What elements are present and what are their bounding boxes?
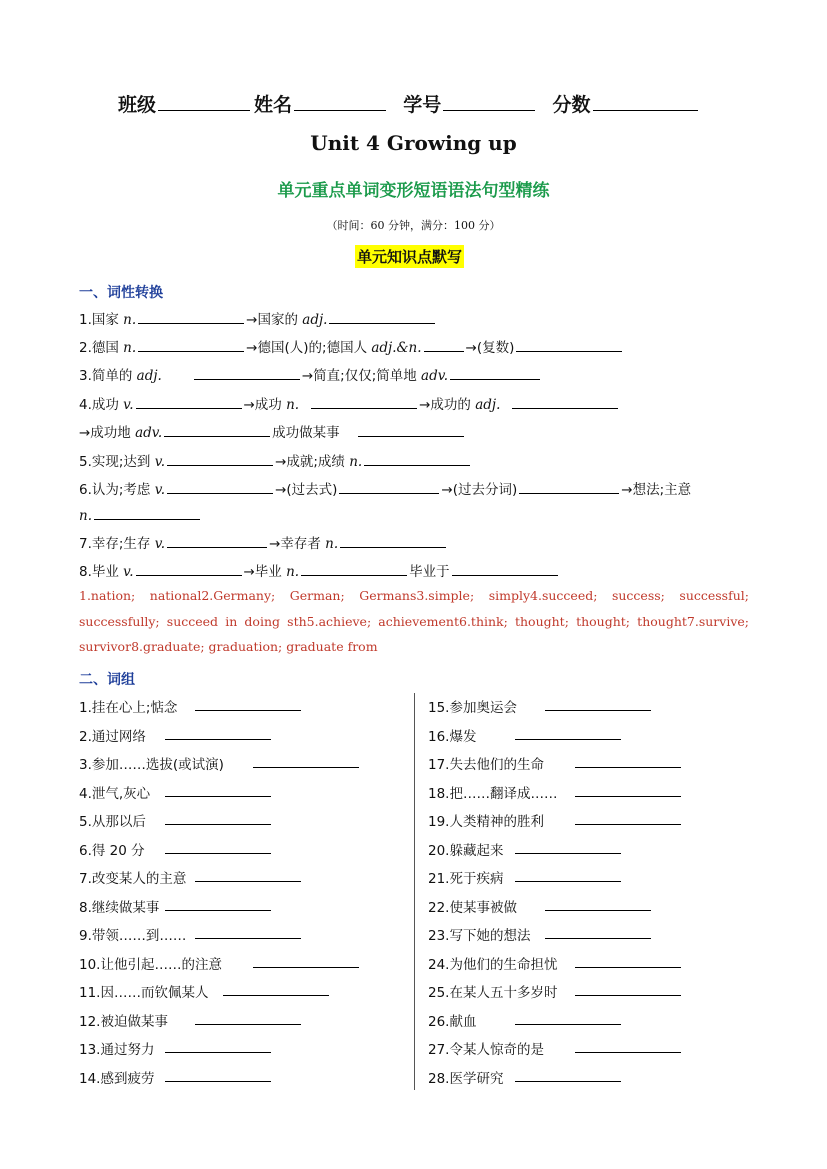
section2-heading: 二、词组 — [79, 672, 135, 688]
column-divider — [414, 693, 415, 1090]
answer-blank[interactable] — [575, 796, 681, 797]
answer-blank[interactable] — [575, 995, 681, 996]
phrase-item — [428, 953, 758, 973]
phrase-label: 19.人类精神的胜利 — [428, 814, 544, 830]
answer-blank[interactable] — [545, 710, 651, 711]
answer-blank[interactable] — [136, 562, 242, 576]
answer-blank[interactable] — [515, 853, 621, 854]
section1-answers: 1.nation; national2.Germany; German; Germans3.simple; simply4.succeed; success; successful; successfully; succeed in doing sth5.achieve; achievement6.think; thought; thought; thought7.survive; survivor8.graduate; graduation; graduate from — [79, 588, 749, 654]
answer-blank[interactable] — [340, 534, 446, 548]
answer-blank[interactable] — [575, 1052, 681, 1053]
phrase-item — [79, 896, 409, 916]
phrase-item — [428, 753, 758, 773]
phrase-label: 14.感到疲劳 — [79, 1070, 155, 1087]
phrase-label: 28.医学研究 — [428, 1070, 504, 1087]
phrase-label: 15.参加奥运会 — [428, 700, 517, 716]
answer-blank[interactable] — [545, 938, 651, 939]
phrase-item — [79, 953, 409, 973]
phrase-label: 16.爆发 — [428, 728, 477, 745]
answer-blank[interactable] — [195, 710, 301, 711]
page-title: Unit 4 Growing up — [310, 131, 517, 155]
phrase-label: 7.改变某人的主意 — [79, 871, 187, 887]
answer-blank[interactable] — [167, 452, 273, 466]
answer-blank[interactable] — [450, 366, 540, 380]
phrase-item — [428, 696, 758, 716]
phrase-label: 4.泄气,灰心 — [79, 785, 151, 802]
answer-blank[interactable] — [516, 338, 622, 352]
student-info-header — [118, 90, 702, 117]
answer-blank[interactable] — [165, 1081, 271, 1082]
word-form-line-4: 4.成功 v. →成功 n. →成功的 adj. — [79, 393, 620, 413]
phrase-item — [428, 1010, 758, 1030]
phrase-label: 13.通过努力 — [79, 1042, 155, 1058]
phrase-item — [428, 810, 758, 830]
answer-blank[interactable] — [515, 881, 621, 882]
phrase-label: 21.死于疾病 — [428, 871, 504, 887]
phrase-item — [428, 867, 758, 887]
answer-blank[interactable] — [165, 796, 271, 797]
phrase-label: 25.在某人五十多岁时 — [428, 985, 558, 1001]
phrase-label: 6.得 20 分 — [79, 842, 145, 859]
phrase-label: 22.使某事被做 — [428, 899, 517, 916]
name-label: 姓名 — [254, 94, 293, 116]
answer-blank[interactable] — [545, 910, 651, 911]
phrase-label: 17.失去他们的生命 — [428, 757, 544, 773]
phrase-label: 8.继续做某事 — [79, 899, 160, 916]
answer-blank[interactable] — [253, 967, 359, 968]
page-subtitle: 单元重点单词变形短语语法句型精练 — [277, 181, 550, 201]
word-form-line-4b: →成功地 adv. 成功做某事 — [79, 421, 466, 441]
phrase-label: 9.带领……到…… — [79, 928, 187, 944]
phrase-item — [79, 981, 409, 1001]
answer-blank[interactable] — [223, 995, 329, 996]
answer-blank[interactable] — [167, 480, 273, 494]
answer-blank[interactable] — [311, 395, 417, 409]
time-info: （时间：60 分钟，满分：100 分） — [326, 219, 501, 232]
phrase-item — [428, 725, 758, 745]
phrase-item — [79, 867, 409, 887]
phrase-item — [428, 782, 758, 802]
class-blank[interactable] — [158, 92, 250, 111]
answer-blank[interactable] — [515, 739, 621, 740]
answer-blank[interactable] — [575, 767, 681, 768]
answer-blank[interactable] — [515, 1024, 621, 1025]
phrase-item — [79, 1010, 409, 1030]
phrase-item — [79, 1067, 409, 1087]
word-form-line-5: 5.实现;达到 v. →成就;成绩 n. — [79, 450, 472, 470]
class-label: 班级 — [118, 94, 157, 116]
answer-blank[interactable] — [136, 395, 242, 409]
word-form-line-6: 6.认为;考虑 v. →(过去式) →(过去分词) →想法;主意 — [79, 482, 692, 498]
phrase-label: 26.献血 — [428, 1013, 477, 1030]
answer-blank[interactable] — [138, 310, 244, 324]
answer-blank[interactable] — [515, 1081, 621, 1082]
phrase-label: 3.参加……选拔(或试演) — [79, 757, 224, 773]
phrase-label: 2.通过网络 — [79, 728, 146, 745]
answer-blank[interactable] — [358, 423, 464, 437]
answer-blank[interactable] — [329, 310, 435, 324]
answer-blank[interactable] — [301, 562, 407, 576]
score-label: 分数 — [552, 94, 591, 116]
word-form-line-1: 1.国家 n. →国家的 adj. — [79, 308, 437, 328]
phrase-item — [428, 896, 758, 916]
word-form-line-6b: n. — [79, 506, 202, 524]
answer-blank[interactable] — [194, 366, 300, 380]
word-form-line-3: 3.简单的 adj. →简直;仅仅;简单地 adv. — [79, 364, 542, 384]
answer-blank[interactable] — [165, 853, 271, 854]
answer-blank[interactable] — [575, 824, 681, 825]
score-blank[interactable] — [593, 92, 698, 111]
phrase-item — [428, 1067, 758, 1087]
answer-blank[interactable] — [165, 910, 271, 911]
answer-blank[interactable] — [195, 881, 301, 882]
word-form-line-2: 2.德国 n. →德国(人)的;德国人 adj.&n. →(复数) — [79, 336, 624, 356]
answer-blank[interactable] — [519, 480, 619, 494]
phrase-item — [79, 753, 409, 773]
word-form-line-8: 8.毕业 v. →毕业 n. 毕业于 — [79, 560, 560, 580]
phrase-item — [79, 782, 409, 802]
answer-blank[interactable] — [167, 534, 267, 548]
phrase-item — [428, 924, 758, 944]
phrase-label: 12.被迫做某事 — [79, 1013, 168, 1030]
answer-blank[interactable] — [339, 480, 439, 494]
phrase-item — [79, 725, 409, 745]
answer-blank[interactable] — [94, 506, 200, 520]
answer-blank[interactable] — [512, 395, 618, 409]
answer-blank[interactable] — [165, 739, 271, 740]
id-blank[interactable] — [443, 92, 535, 111]
section1-heading: 一、词性转换 — [79, 285, 163, 301]
phrase-label: 20.躲藏起来 — [428, 842, 504, 859]
phrase-label: 24.为他们的生命担忧 — [428, 956, 558, 973]
id-label: 学号 — [403, 94, 442, 116]
phrase-item — [79, 810, 409, 830]
answer-blank[interactable] — [165, 824, 271, 825]
phrase-label: 18.把……翻译成…… — [428, 785, 558, 802]
phrase-label: 10.让他引起……的注意 — [79, 956, 222, 973]
phrase-label: 1.挂在心上;惦念 — [79, 700, 178, 716]
phrase-label: 5.从那以后 — [79, 814, 146, 830]
phrase-item — [79, 839, 409, 859]
phrase-item — [79, 924, 409, 944]
section-banner: 单元知识点默写 — [355, 245, 464, 268]
answer-blank[interactable] — [424, 338, 464, 352]
phrase-label: 11.因……而钦佩某人 — [79, 985, 209, 1001]
phrase-item — [428, 1038, 758, 1058]
name-blank[interactable] — [294, 92, 386, 111]
answer-blank[interactable] — [165, 1052, 271, 1053]
answer-blank[interactable] — [575, 967, 681, 968]
answer-blank[interactable] — [253, 767, 359, 768]
phrase-item — [428, 981, 758, 1001]
answer-blank[interactable] — [452, 562, 558, 576]
answer-blank[interactable] — [364, 452, 470, 466]
answer-blank[interactable] — [195, 1024, 301, 1025]
phrase-item — [428, 839, 758, 859]
phrase-item — [79, 1038, 409, 1058]
phrase-item — [79, 696, 409, 716]
answer-blank[interactable] — [195, 938, 301, 939]
answer-blank[interactable] — [138, 338, 244, 352]
phrase-label: 23.写下她的想法 — [428, 928, 531, 944]
word-form-line-7: 7.幸存;生存 v. →幸存者 n. — [79, 532, 448, 552]
phrase-label: 27.令某人惊奇的是 — [428, 1042, 544, 1058]
answer-blank[interactable] — [164, 423, 270, 437]
